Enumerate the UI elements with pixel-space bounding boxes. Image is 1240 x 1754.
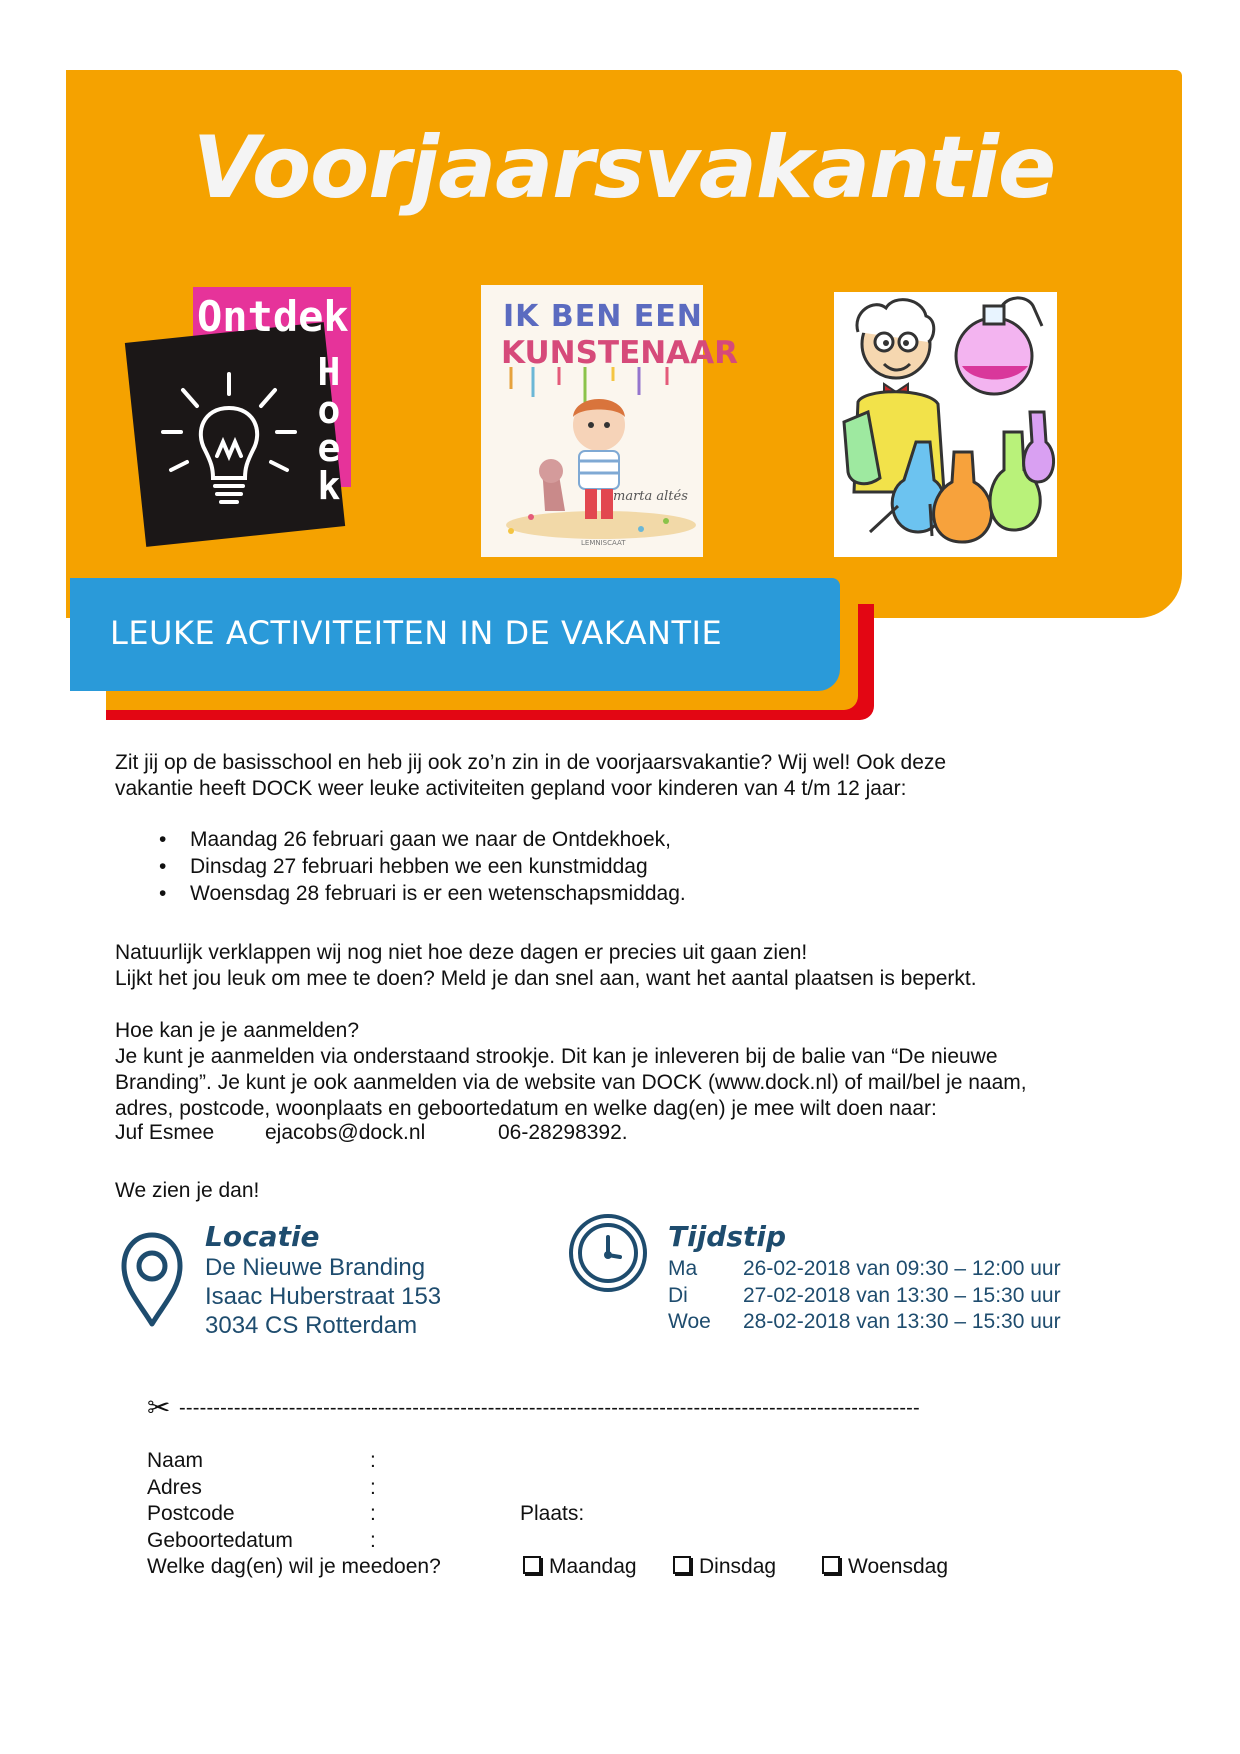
book-title-line1: IK BEN EEN — [503, 299, 703, 334]
postcode-label: Postcode — [147, 1502, 235, 1525]
location-line: 3034 CS Rotterdam — [205, 1312, 418, 1339]
days-question-label: Welke dag(en) wil je meedoen? — [147, 1555, 441, 1578]
closing-text: We zien je dan! — [115, 1179, 260, 1202]
activity-item: • Woensdag 28 februari is er een wetenschapsmiddag. — [115, 880, 686, 907]
geboortedatum-colon: : — [370, 1528, 376, 1552]
time-row — [668, 1309, 1128, 1336]
book-title-line2: KUNSTENAAR — [501, 335, 739, 371]
option-dinsdag[interactable] — [673, 1554, 776, 1581]
logo-word-hoek: Hoek — [317, 350, 341, 508]
option-label: Woensdag — [848, 1555, 949, 1578]
option-label: Maandag — [549, 1555, 637, 1578]
time-row — [668, 1256, 1128, 1283]
page-title: Voorjaarsvakantie — [192, 118, 1056, 218]
book-cover-image — [481, 285, 739, 557]
intro-paragraph: Zit jij op de basisschool en heb jij ook zo’n zin in de voorjaarsvakantie? Wij wel! Ook deze vakantie heeft DOCK weer leuke activiteiten gepland voor kinderen van 4 t/m 12 jaar: — [115, 751, 947, 800]
option-woensdag[interactable] — [822, 1554, 948, 1581]
form-row-days — [147, 1554, 1047, 1581]
scientist-image — [834, 292, 1057, 557]
contact-email[interactable]: ejacobs@dock.nl — [265, 1121, 426, 1144]
adres-colon: : — [370, 1475, 376, 1499]
form-row-postcode — [147, 1501, 1047, 1528]
time-text: 26-02-2018 van 09:30 – 12:00 uur — [743, 1257, 1061, 1280]
contact-name: Juf Esmee — [115, 1121, 215, 1144]
book-publisher: LEMNISCAAT — [581, 539, 626, 547]
time-schedule — [668, 1256, 1128, 1336]
signup-form — [147, 1448, 1047, 1581]
time-heading: Tijdstip — [668, 1220, 787, 1253]
form-row-adres — [147, 1475, 1047, 1502]
signup-paragraph: Hoe kan je je aanmelden? Je kunt je aanmelden via onderstaand strookje. Dit kan je inleveren bij de balie van “De nieuwe Branding”. Je kunt je ook aanmelden via de website van DOCK (www.dock.nl) of mail/bel je naam, adres, postcode, woonplaats en geboortedatum en welke dag(en) je mee wilt doen naar: — [115, 1019, 1027, 1120]
time-text: 28-02-2018 van 13:30 – 15:30 uur — [743, 1310, 1061, 1333]
contact-phone: 06-28298392. — [498, 1121, 628, 1144]
time-day: Woe — [668, 1310, 711, 1333]
info-paragraph: Natuurlijk verklappen wij nog niet hoe deze dagen er precies uit gaan zien! Lijkt het jou leuk om mee te doen? Meld je dan snel aan, want het aantal plaatsen is beperkt. — [115, 941, 977, 990]
naam-label: Naam — [147, 1449, 204, 1472]
lightbulb-icon — [159, 372, 299, 522]
option-label: Dinsdag — [699, 1555, 777, 1578]
scientist-illustration — [834, 292, 1057, 557]
time-day: Di — [668, 1283, 688, 1307]
clock-icon — [567, 1212, 649, 1294]
checkbox-woensdag[interactable] — [822, 1556, 840, 1574]
time-text: 27-02-2018 van 13:30 – 15:30 uur — [743, 1283, 1061, 1307]
location-line: De Nieuwe Branding — [205, 1254, 426, 1281]
scissors-icon: ✂ — [147, 1392, 171, 1423]
location-address — [205, 1253, 441, 1340]
activity-item: • Maandag 26 februari gaan we naar de Ontdekhoek, — [115, 826, 686, 853]
time-row — [668, 1283, 1128, 1310]
ontdekhoek-logo — [135, 287, 360, 557]
dashed-line: ------------------------------------------------------------------------------------------------------------ — [179, 1397, 920, 1419]
form-row-geboortedatum — [147, 1528, 1047, 1555]
time-day: Ma — [668, 1257, 698, 1280]
location-line: Isaac Huberstraat 153 — [205, 1283, 442, 1310]
activity-item: • Dinsdag 27 februari hebben we een kunstmiddag — [115, 853, 686, 880]
location-heading: Locatie — [205, 1220, 320, 1253]
form-row-naam — [147, 1448, 1047, 1475]
geboortedatum-label: Geboortedatum — [147, 1528, 293, 1552]
naam-colon: : — [370, 1449, 376, 1472]
adres-label: Adres — [147, 1475, 202, 1499]
map-pin-icon — [118, 1230, 186, 1328]
postcode-colon: : — [370, 1502, 376, 1525]
checkbox-maandag[interactable] — [523, 1556, 541, 1574]
activity-list — [115, 826, 686, 907]
plaats-label: Plaats: — [520, 1502, 585, 1525]
logo-word-ontdek: Ontdek — [197, 292, 349, 341]
option-maandag[interactable] — [523, 1554, 637, 1581]
book-author: marta altés — [613, 489, 688, 504]
section-subtitle: LEUKE ACTIVITEITEN IN DE VAKANTIE — [110, 614, 723, 652]
checkbox-dinsdag[interactable] — [673, 1556, 691, 1574]
